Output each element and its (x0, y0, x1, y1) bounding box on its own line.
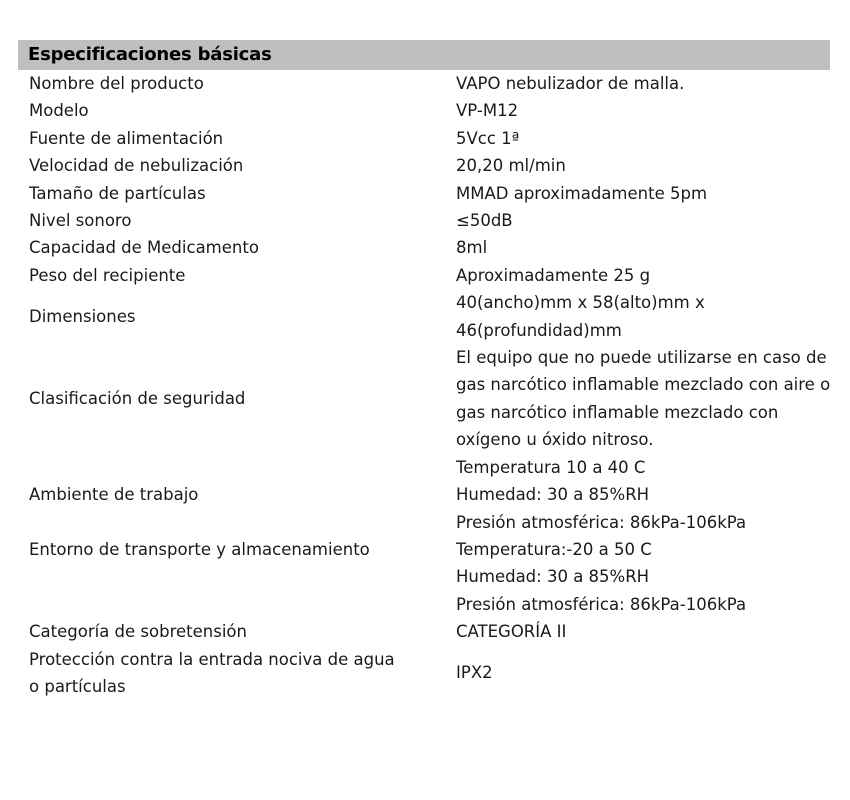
spec-value-line: CATEGORÍA II (456, 622, 567, 642)
spec-value-line: gas narcótico inflamable mezclado con (456, 402, 779, 422)
spec-value (454, 125, 830, 152)
spec-label (18, 125, 454, 152)
spec-value (454, 563, 830, 618)
spec-label (18, 262, 454, 289)
spec-label (18, 536, 454, 563)
spec-value (454, 536, 830, 563)
spec-value-line: IPX2 (456, 663, 493, 683)
spec-row (18, 97, 830, 124)
spec-value-line: gas narcótico inflamable mezclado con aire o (456, 375, 831, 395)
spec-value-line: Presión atmosférica: 86kPa-106kPa (456, 594, 747, 614)
spec-label-line: Capacidad de Medicamento (29, 238, 259, 258)
spec-value (454, 618, 830, 645)
spec-label (18, 646, 454, 701)
spec-label-line: Ambiente de trabajo (29, 485, 199, 505)
spec-value-line: Humedad: 30 a 85%RH (456, 567, 650, 587)
spec-value-line: El equipo que no puede utilizarse en caso de (456, 348, 827, 368)
spec-row (18, 234, 830, 261)
spec-row (18, 207, 830, 234)
spec-row (18, 454, 830, 536)
spec-value-line: VAPO nebulizador de malla. (456, 74, 685, 93)
spec-row (18, 289, 830, 344)
spec-value-line: Temperatura 10 a 40 C (456, 457, 646, 477)
spec-value-line: Presión atmosférica: 86kPa-106kPa (456, 512, 747, 532)
spec-label-line: Clasificación de seguridad (29, 389, 246, 409)
spec-label (18, 454, 454, 536)
spec-row (18, 152, 830, 179)
spec-value (454, 289, 830, 344)
spec-value (454, 70, 830, 97)
spec-label-line: Categoría de sobretensión (29, 622, 247, 642)
spec-value (454, 234, 830, 261)
spec-label (18, 97, 454, 124)
spec-label-line: Modelo (29, 101, 89, 121)
spec-table-body (18, 70, 830, 700)
spec-label-line: o partículas (29, 676, 126, 696)
spec-label (18, 70, 454, 97)
spec-value-line: ≤50dB (456, 211, 513, 231)
spec-label-line: Nivel sonoro (29, 211, 132, 231)
spec-table (18, 70, 830, 700)
spec-label-line: Fuente de alimentación (29, 128, 224, 148)
spec-label (18, 563, 454, 618)
spec-row (18, 646, 830, 701)
spec-label-line: Dimensiones (29, 306, 136, 326)
spec-label-line: Peso del recipiente (29, 265, 186, 285)
spec-value-line: 8ml (456, 238, 488, 258)
spec-label (18, 180, 454, 207)
spec-value-line: 5Vcc 1ª (456, 128, 520, 148)
spec-value-line: 46(profundidad)mm (456, 320, 622, 340)
spec-sheet (18, 40, 830, 700)
spec-value-line: 40(ancho)mm x 58(alto)mm x (456, 293, 705, 313)
spec-label (18, 618, 454, 645)
spec-value (454, 207, 830, 234)
spec-value (454, 262, 830, 289)
spec-label (18, 289, 454, 344)
spec-row (18, 618, 830, 645)
spec-row (18, 344, 830, 454)
spec-value-line: oxígeno u óxido nitroso. (456, 430, 654, 450)
spec-value-line: Temperatura:-20 a 50 C (456, 539, 652, 559)
spec-row (18, 536, 830, 563)
spec-value (454, 344, 830, 454)
spec-value-line: MMAD aproximadamente 5pm (456, 183, 708, 203)
spec-row (18, 70, 830, 97)
spec-label (18, 207, 454, 234)
spec-label-line: Entorno de transporte y almacenamiento (29, 539, 370, 559)
spec-value (454, 97, 830, 124)
spec-value (454, 152, 830, 179)
spec-row (18, 262, 830, 289)
spec-row (18, 563, 830, 618)
spec-label (18, 344, 454, 454)
spec-label-line: Protección contra la entrada nociva de agua (29, 649, 395, 669)
spec-value (454, 646, 830, 701)
spec-row (18, 125, 830, 152)
spec-value-line: Humedad: 30 a 85%RH (456, 485, 650, 505)
spec-label (18, 152, 454, 179)
spec-label-line: Tamaño de partículas (29, 183, 206, 203)
spec-label-line: Velocidad de nebulización (29, 156, 244, 176)
section-header: Especificaciones básicas (18, 40, 830, 70)
spec-row (18, 180, 830, 207)
spec-value-line: 20,20 ml/min (456, 156, 566, 176)
spec-value (454, 454, 830, 536)
spec-value-line: VP-M12 (456, 101, 519, 121)
spec-label-line: Nombre del producto (29, 74, 204, 93)
spec-value (454, 180, 830, 207)
spec-value-line: Aproximadamente 25 g (456, 265, 651, 285)
spec-label (18, 234, 454, 261)
